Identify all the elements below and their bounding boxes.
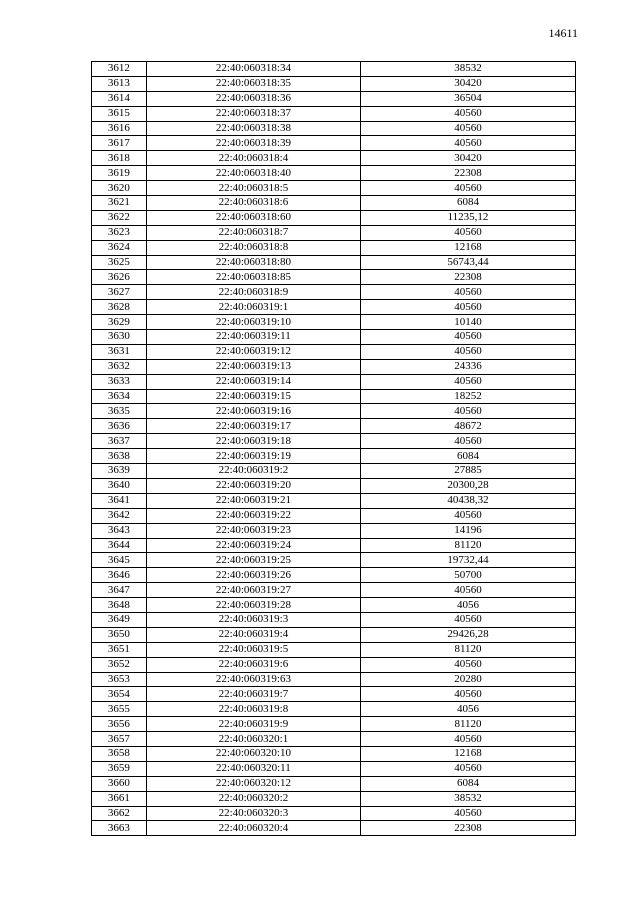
table-row bbox=[92, 598, 576, 613]
cadastral-number-cell: 22:40:060318:37 bbox=[146, 106, 360, 121]
row-number-cell: 3655 bbox=[92, 702, 147, 717]
table-row bbox=[92, 478, 576, 493]
cadastral-number-cell: 22:40:060320:4 bbox=[146, 821, 360, 836]
table-row bbox=[92, 106, 576, 121]
table-row bbox=[92, 240, 576, 255]
table-row bbox=[92, 181, 576, 196]
value-cell: 40560 bbox=[361, 508, 576, 523]
row-number-cell: 3612 bbox=[92, 62, 147, 77]
value-cell: 48672 bbox=[361, 419, 576, 434]
table-row bbox=[92, 121, 576, 136]
cadastral-number-cell: 22:40:060318:39 bbox=[146, 136, 360, 151]
value-cell: 40560 bbox=[361, 181, 576, 196]
table-row bbox=[92, 687, 576, 702]
table-row bbox=[92, 136, 576, 151]
cadastral-number-cell: 22:40:060319:25 bbox=[146, 553, 360, 568]
table-row bbox=[92, 761, 576, 776]
table-row bbox=[92, 702, 576, 717]
row-number-cell: 3630 bbox=[92, 330, 147, 345]
value-cell: 6084 bbox=[361, 196, 576, 211]
cadastral-number-cell: 22:40:060319:20 bbox=[146, 478, 360, 493]
value-cell: 40438,32 bbox=[361, 493, 576, 508]
table-row bbox=[92, 389, 576, 404]
value-cell: 14196 bbox=[361, 523, 576, 538]
table-row bbox=[92, 746, 576, 761]
cadastral-number-cell: 22:40:060319:22 bbox=[146, 508, 360, 523]
value-cell: 40560 bbox=[361, 300, 576, 315]
row-number-cell: 3625 bbox=[92, 255, 147, 270]
value-cell: 38532 bbox=[361, 62, 576, 77]
table-row bbox=[92, 210, 576, 225]
table-row bbox=[92, 821, 576, 836]
value-cell: 19732,44 bbox=[361, 553, 576, 568]
cadastral-number-cell: 22:40:060318:35 bbox=[146, 76, 360, 91]
table-row bbox=[92, 538, 576, 553]
value-cell: 30420 bbox=[361, 76, 576, 91]
cadastral-number-cell: 22:40:060319:2 bbox=[146, 464, 360, 479]
value-cell: 4056 bbox=[361, 598, 576, 613]
table-row bbox=[92, 642, 576, 657]
table-row bbox=[92, 806, 576, 821]
table-row bbox=[92, 657, 576, 672]
cadastral-number-cell: 22:40:060319:17 bbox=[146, 419, 360, 434]
cadastral-number-cell: 22:40:060319:21 bbox=[146, 493, 360, 508]
row-number-cell: 3618 bbox=[92, 151, 147, 166]
table-row bbox=[92, 374, 576, 389]
value-cell: 29426,28 bbox=[361, 627, 576, 642]
cadastral-number-cell: 22:40:060319:15 bbox=[146, 389, 360, 404]
value-cell: 81120 bbox=[361, 642, 576, 657]
value-cell: 6084 bbox=[361, 449, 576, 464]
cadastral-number-cell: 22:40:060319:12 bbox=[146, 344, 360, 359]
cadastral-number-cell: 22:40:060320:2 bbox=[146, 791, 360, 806]
cadastral-number-cell: 22:40:060319:6 bbox=[146, 657, 360, 672]
cadastral-number-cell: 22:40:060318:36 bbox=[146, 91, 360, 106]
table-row bbox=[92, 315, 576, 330]
row-number-cell: 3656 bbox=[92, 717, 147, 732]
cadastral-number-cell: 22:40:060319:19 bbox=[146, 449, 360, 464]
row-number-cell: 3627 bbox=[92, 285, 147, 300]
row-number-cell: 3657 bbox=[92, 732, 147, 747]
table-row bbox=[92, 196, 576, 211]
table-row bbox=[92, 404, 576, 419]
cadastral-number-cell: 22:40:060318:34 bbox=[146, 62, 360, 77]
cadastral-number-cell: 22:40:060318:38 bbox=[146, 121, 360, 136]
row-number-cell: 3646 bbox=[92, 568, 147, 583]
cadastral-number-cell: 22:40:060320:10 bbox=[146, 746, 360, 761]
row-number-cell: 3638 bbox=[92, 449, 147, 464]
table-row bbox=[92, 523, 576, 538]
table-row bbox=[92, 419, 576, 434]
value-cell: 20280 bbox=[361, 672, 576, 687]
table-row bbox=[92, 76, 576, 91]
row-number-cell: 3615 bbox=[92, 106, 147, 121]
cadastral-number-cell: 22:40:060319:26 bbox=[146, 568, 360, 583]
table-row bbox=[92, 553, 576, 568]
row-number-cell: 3663 bbox=[92, 821, 147, 836]
value-cell: 10140 bbox=[361, 315, 576, 330]
value-cell: 22308 bbox=[361, 166, 576, 181]
value-cell: 40560 bbox=[361, 657, 576, 672]
row-number-cell: 3642 bbox=[92, 508, 147, 523]
row-number-cell: 3632 bbox=[92, 359, 147, 374]
cadastral-number-cell: 22:40:060318:40 bbox=[146, 166, 360, 181]
value-cell: 40560 bbox=[361, 225, 576, 240]
row-number-cell: 3626 bbox=[92, 270, 147, 285]
cadastral-number-cell: 22:40:060318:85 bbox=[146, 270, 360, 285]
row-number-cell: 3636 bbox=[92, 419, 147, 434]
cadastral-number-cell: 22:40:060319:5 bbox=[146, 642, 360, 657]
row-number-cell: 3640 bbox=[92, 478, 147, 493]
value-cell: 40560 bbox=[361, 687, 576, 702]
cadastral-number-cell: 22:40:060319:8 bbox=[146, 702, 360, 717]
row-number-cell: 3662 bbox=[92, 806, 147, 821]
value-cell: 40560 bbox=[361, 612, 576, 627]
value-cell: 40560 bbox=[361, 121, 576, 136]
cadastral-number-cell: 22:40:060319:7 bbox=[146, 687, 360, 702]
cadastral-number-cell: 22:40:060319:1 bbox=[146, 300, 360, 315]
table-row bbox=[92, 508, 576, 523]
table-row bbox=[92, 493, 576, 508]
value-cell: 56743,44 bbox=[361, 255, 576, 270]
row-number-cell: 3634 bbox=[92, 389, 147, 404]
table-row bbox=[92, 91, 576, 106]
value-cell: 20300,28 bbox=[361, 478, 576, 493]
row-number-cell: 3641 bbox=[92, 493, 147, 508]
row-number-cell: 3635 bbox=[92, 404, 147, 419]
table-row bbox=[92, 434, 576, 449]
cadastral-number-cell: 22:40:060318:5 bbox=[146, 181, 360, 196]
value-cell: 36504 bbox=[361, 91, 576, 106]
row-number-cell: 3628 bbox=[92, 300, 147, 315]
row-number-cell: 3614 bbox=[92, 91, 147, 106]
row-number-cell: 3649 bbox=[92, 612, 147, 627]
cadastral-number-cell: 22:40:060318:8 bbox=[146, 240, 360, 255]
row-number-cell: 3661 bbox=[92, 791, 147, 806]
table-row bbox=[92, 300, 576, 315]
cadastral-number-cell: 22:40:060319:4 bbox=[146, 627, 360, 642]
value-cell: 38532 bbox=[361, 791, 576, 806]
value-cell: 27885 bbox=[361, 464, 576, 479]
table-row bbox=[92, 62, 576, 77]
table-row bbox=[92, 255, 576, 270]
cadastral-number-cell: 22:40:060319:28 bbox=[146, 598, 360, 613]
row-number-cell: 3622 bbox=[92, 210, 147, 225]
value-cell: 40560 bbox=[361, 404, 576, 419]
cadastral-number-cell: 22:40:060318:60 bbox=[146, 210, 360, 225]
value-cell: 40560 bbox=[361, 106, 576, 121]
table-row bbox=[92, 330, 576, 345]
row-number-cell: 3654 bbox=[92, 687, 147, 702]
cadastral-number-cell: 22:40:060319:13 bbox=[146, 359, 360, 374]
table-row bbox=[92, 449, 576, 464]
cadastral-number-cell: 22:40:060318:80 bbox=[146, 255, 360, 270]
cadastral-number-cell: 22:40:060318:4 bbox=[146, 151, 360, 166]
table-row bbox=[92, 791, 576, 806]
value-cell: 24336 bbox=[361, 359, 576, 374]
row-number-cell: 3648 bbox=[92, 598, 147, 613]
value-cell: 40560 bbox=[361, 285, 576, 300]
table-row bbox=[92, 225, 576, 240]
cadastral-number-cell: 22:40:060319:24 bbox=[146, 538, 360, 553]
row-number-cell: 3658 bbox=[92, 746, 147, 761]
row-number-cell: 3623 bbox=[92, 225, 147, 240]
value-cell: 18252 bbox=[361, 389, 576, 404]
row-number-cell: 3631 bbox=[92, 344, 147, 359]
cadastral-number-cell: 22:40:060320:12 bbox=[146, 776, 360, 791]
table-row bbox=[92, 285, 576, 300]
row-number-cell: 3651 bbox=[92, 642, 147, 657]
table-row bbox=[92, 568, 576, 583]
row-number-cell: 3647 bbox=[92, 583, 147, 598]
row-number-cell: 3639 bbox=[92, 464, 147, 479]
row-number-cell: 3624 bbox=[92, 240, 147, 255]
cadastral-number-cell: 22:40:060318:7 bbox=[146, 225, 360, 240]
row-number-cell: 3650 bbox=[92, 627, 147, 642]
value-cell: 6084 bbox=[361, 776, 576, 791]
table-row bbox=[92, 672, 576, 687]
table-body bbox=[92, 62, 576, 836]
cadastral-number-cell: 22:40:060319:3 bbox=[146, 612, 360, 627]
cadastral-number-cell: 22:40:060320:3 bbox=[146, 806, 360, 821]
row-number-cell: 3633 bbox=[92, 374, 147, 389]
value-cell: 40560 bbox=[361, 330, 576, 345]
cadastral-number-cell: 22:40:060320:1 bbox=[146, 732, 360, 747]
row-number-cell: 3652 bbox=[92, 657, 147, 672]
cadastral-number-cell: 22:40:060319:11 bbox=[146, 330, 360, 345]
value-cell: 30420 bbox=[361, 151, 576, 166]
cadastral-number-cell: 22:40:060318:9 bbox=[146, 285, 360, 300]
table-row bbox=[92, 612, 576, 627]
table-row bbox=[92, 464, 576, 479]
table-row bbox=[92, 627, 576, 642]
cadastral-number-cell: 22:40:060319:63 bbox=[146, 672, 360, 687]
value-cell: 40560 bbox=[361, 583, 576, 598]
value-cell: 12168 bbox=[361, 240, 576, 255]
cadastral-number-cell: 22:40:060319:9 bbox=[146, 717, 360, 732]
value-cell: 40560 bbox=[361, 761, 576, 776]
row-number-cell: 3660 bbox=[92, 776, 147, 791]
value-cell: 40560 bbox=[361, 732, 576, 747]
value-cell: 50700 bbox=[361, 568, 576, 583]
row-number-cell: 3613 bbox=[92, 76, 147, 91]
data-table bbox=[91, 61, 576, 836]
value-cell: 22308 bbox=[361, 821, 576, 836]
table-row bbox=[92, 583, 576, 598]
value-cell: 40560 bbox=[361, 374, 576, 389]
cadastral-number-cell: 22:40:060319:14 bbox=[146, 374, 360, 389]
row-number-cell: 3629 bbox=[92, 315, 147, 330]
row-number-cell: 3653 bbox=[92, 672, 147, 687]
row-number-cell: 3616 bbox=[92, 121, 147, 136]
value-cell: 81120 bbox=[361, 538, 576, 553]
row-number-cell: 3645 bbox=[92, 553, 147, 568]
value-cell: 22308 bbox=[361, 270, 576, 285]
cadastral-number-cell: 22:40:060319:18 bbox=[146, 434, 360, 449]
value-cell: 12168 bbox=[361, 746, 576, 761]
cadastral-number-cell: 22:40:060318:6 bbox=[146, 196, 360, 211]
table-row bbox=[92, 166, 576, 181]
table-row bbox=[92, 151, 576, 166]
value-cell: 11235,12 bbox=[361, 210, 576, 225]
value-cell: 40560 bbox=[361, 806, 576, 821]
cadastral-number-cell: 22:40:060320:11 bbox=[146, 761, 360, 776]
row-number-cell: 3643 bbox=[92, 523, 147, 538]
row-number-cell: 3621 bbox=[92, 196, 147, 211]
table-row bbox=[92, 359, 576, 374]
value-cell: 4056 bbox=[361, 702, 576, 717]
row-number-cell: 3644 bbox=[92, 538, 147, 553]
table-row bbox=[92, 732, 576, 747]
table-row bbox=[92, 776, 576, 791]
table-row bbox=[92, 717, 576, 732]
row-number-cell: 3619 bbox=[92, 166, 147, 181]
cadastral-number-cell: 22:40:060319:27 bbox=[146, 583, 360, 598]
row-number-cell: 3637 bbox=[92, 434, 147, 449]
row-number-cell: 3617 bbox=[92, 136, 147, 151]
row-number-cell: 3659 bbox=[92, 761, 147, 776]
row-number-cell: 3620 bbox=[92, 181, 147, 196]
value-cell: 40560 bbox=[361, 434, 576, 449]
cadastral-number-cell: 22:40:060319:23 bbox=[146, 523, 360, 538]
value-cell: 81120 bbox=[361, 717, 576, 732]
table-row bbox=[92, 344, 576, 359]
cadastral-number-cell: 22:40:060319:16 bbox=[146, 404, 360, 419]
value-cell: 40560 bbox=[361, 136, 576, 151]
cadastral-number-cell: 22:40:060319:10 bbox=[146, 315, 360, 330]
table-row bbox=[92, 270, 576, 285]
page-number: 14611 bbox=[548, 26, 578, 40]
value-cell: 40560 bbox=[361, 344, 576, 359]
